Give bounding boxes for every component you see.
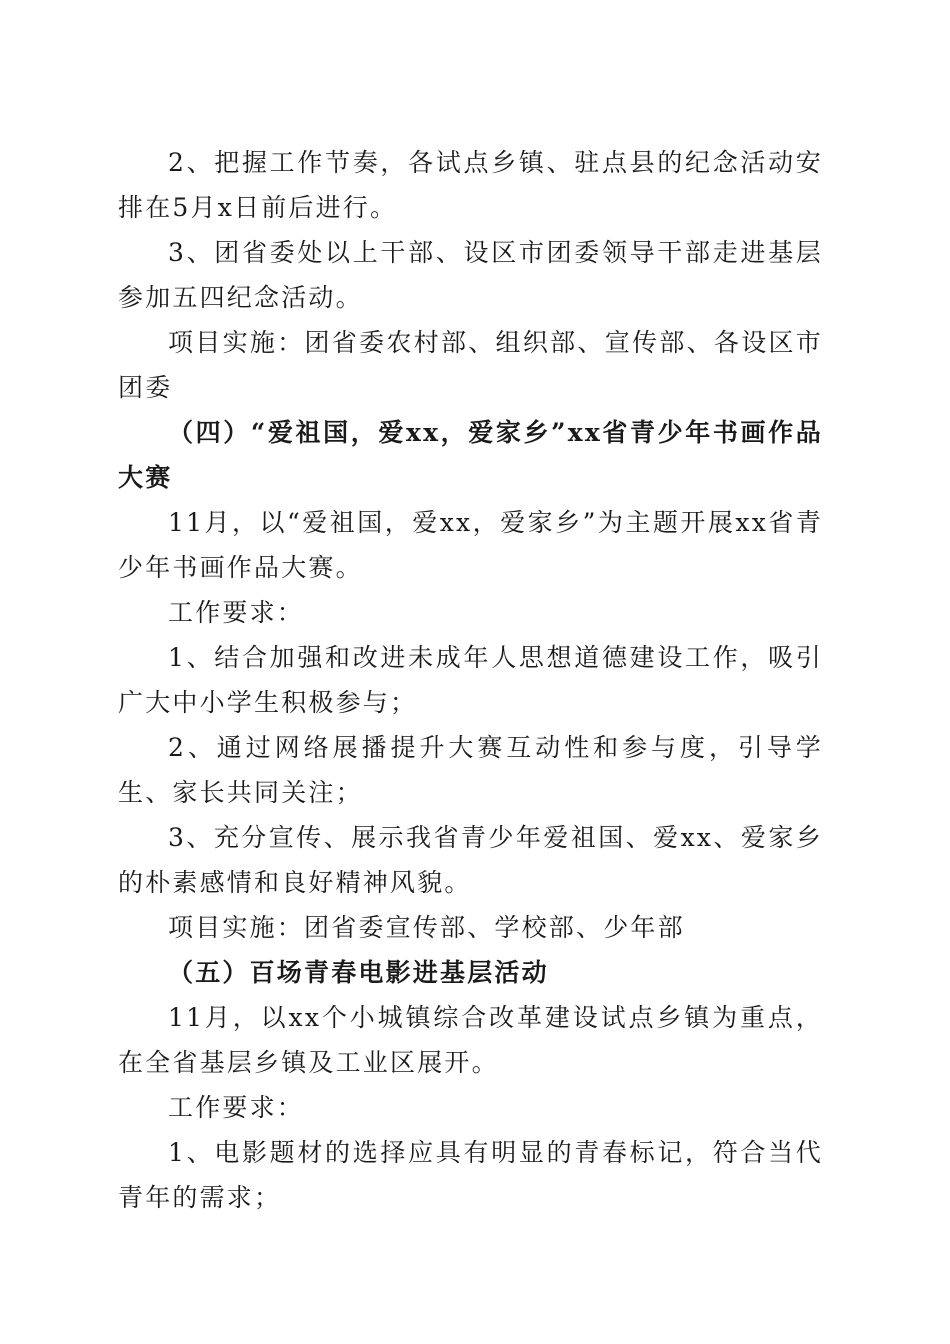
paragraph-requirement-1: 1、结合加强和改进未成年人思想道德建设工作，吸引广大中小学生积极参与； xyxy=(118,643,823,717)
paragraph-implementation-1: 项目实施：团省委农村部、组织部、宣传部、各设区市团委 xyxy=(118,328,823,402)
paragraph-section-4-intro: 11月，以“爱祖国，爱xx，爱家乡”为主题开展xx省青少年书画作品大赛。 xyxy=(118,508,823,582)
paragraph-work-requirements-label-2: 工作要求： xyxy=(168,1093,305,1122)
section-heading-5: （五）百场青春电影进基层活动 xyxy=(168,958,549,987)
paragraph-requirement-2: 2、通过网络展播提升大赛互动性和参与度，引导学生、家长共同关注； xyxy=(118,733,823,807)
paragraph-work-requirements-label-1: 工作要求： xyxy=(168,598,305,627)
paragraph-requirement-3: 3、充分宣传、展示我省青少年爱祖国、爱xx、爱家乡的朴素感情和良好精神风貌。 xyxy=(118,823,823,897)
paragraph-section-5-intro: 11月，以xx个小城镇综合改革建设试点乡镇为重点，在全省基层乡镇及工业区展开。 xyxy=(118,1003,823,1077)
paragraph-item-3-cadres: 3、团省委处以上干部、设区市团委领导干部走进基层参加五四纪念活动。 xyxy=(118,238,823,312)
section-heading-4: （四）“爱祖国，爱xx，爱家乡”xx省青少年书画作品大赛 xyxy=(118,418,823,492)
paragraph-item-2-timing: 2、把握工作节奏，各试点乡镇、驻点县的纪念活动安排在5月x日前后进行。 xyxy=(118,148,823,222)
document-body xyxy=(118,140,823,1220)
paragraph-implementation-2: 项目实施：团省委宣传部、学校部、少年部 xyxy=(168,913,685,942)
paragraph-film-requirement-1: 1、电影题材的选择应具有明显的青春标记，符合当代青年的需求； xyxy=(118,1138,823,1212)
